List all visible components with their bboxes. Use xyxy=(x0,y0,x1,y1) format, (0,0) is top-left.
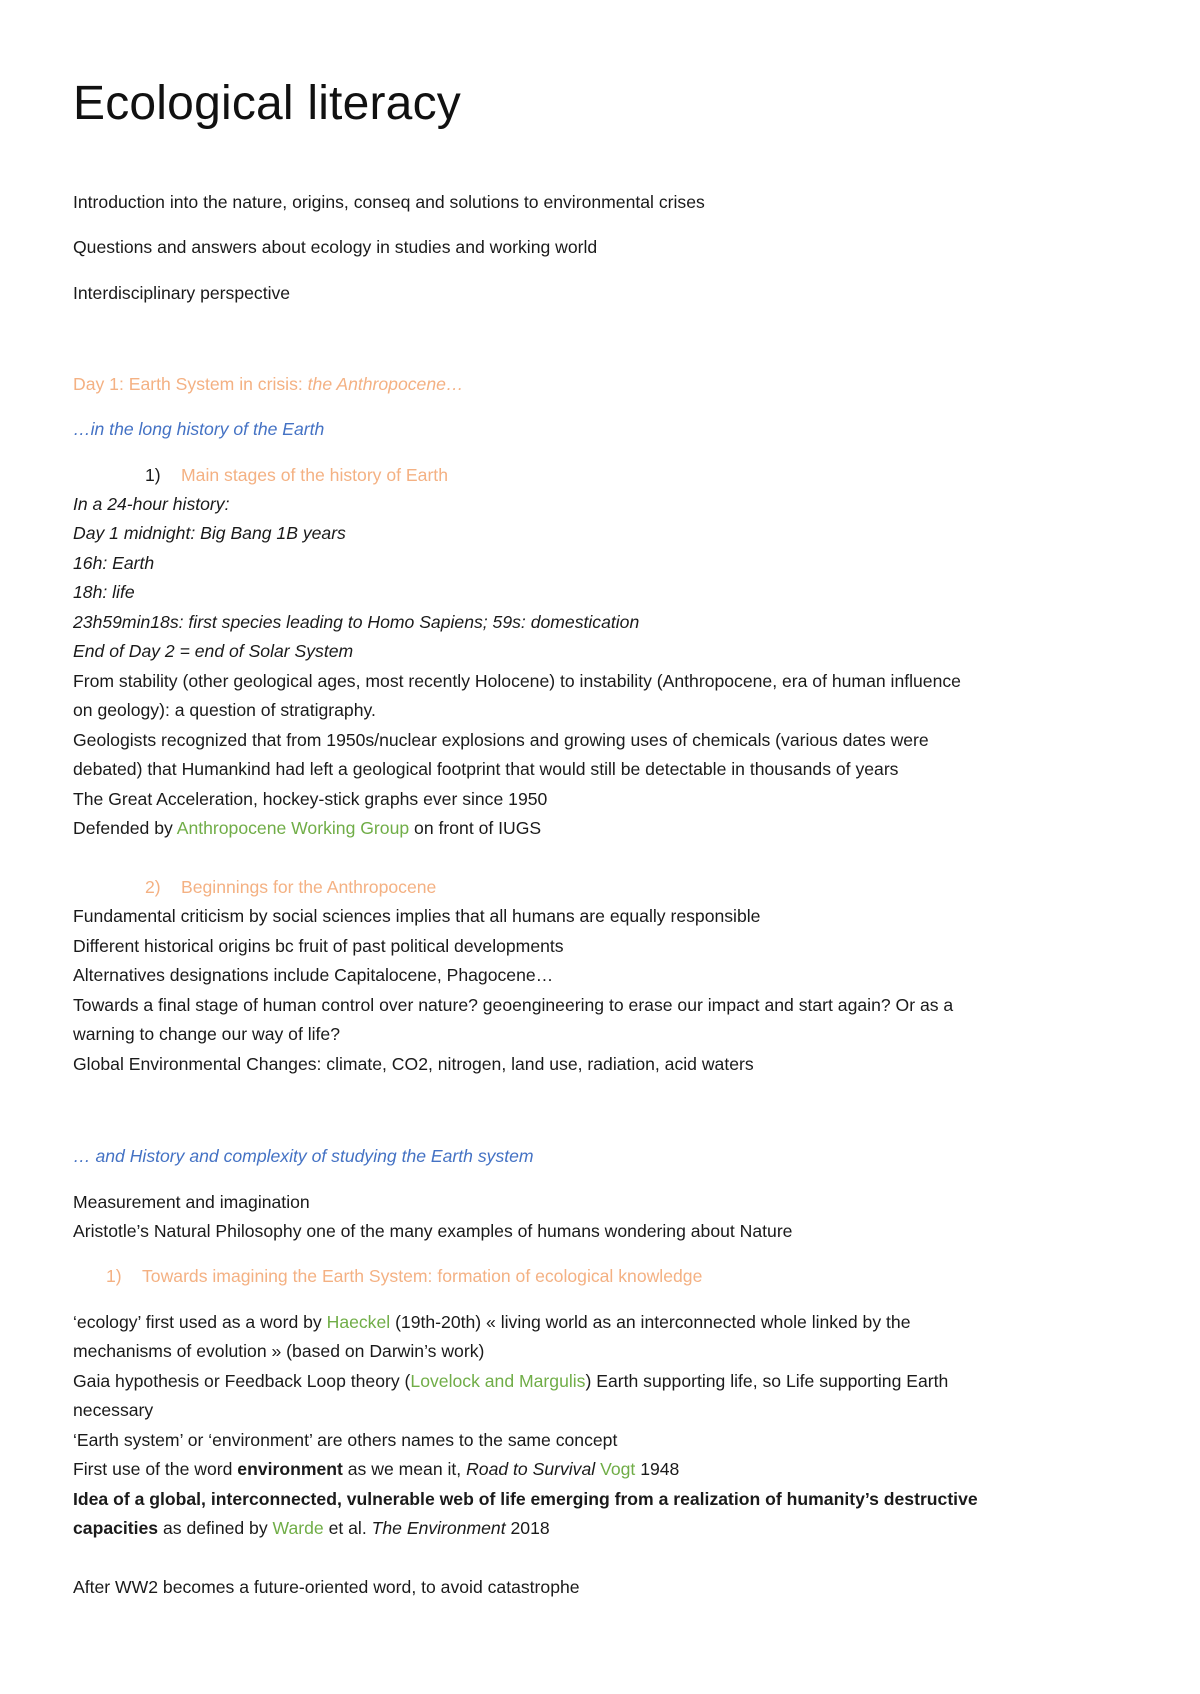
lovelock-margulis-name: Lovelock and Margulis xyxy=(410,1371,586,1391)
firstuse-pre: First use of the word xyxy=(73,1459,238,1479)
defended-pre: Defended by xyxy=(73,818,177,838)
timeline-line-6: End of Day 2 = end of Solar System xyxy=(73,641,354,661)
section-title: Main stages of the history of Earth xyxy=(181,465,448,485)
idea-bold-capacities: capacities xyxy=(73,1518,159,1538)
day1-section2-heading xyxy=(145,873,436,902)
timeline-line-2: Day 1 midnight: Big Bang 1B years xyxy=(73,523,346,543)
section2-line-6: Global Environmental Changes: climate, CO2, nitrogen, land use, radiation, acid waters xyxy=(73,1054,754,1074)
section-number: 1) xyxy=(106,1266,122,1286)
intro-line-3: Interdisciplinary perspective xyxy=(73,283,291,303)
working-group-name: Anthropocene Working Group xyxy=(176,818,410,838)
intro-line-2: Questions and answers about ecology in studies and working world xyxy=(73,237,598,257)
defended-line xyxy=(73,814,541,843)
warde-name: Warde xyxy=(272,1518,324,1538)
day1-heading-italic: the Anthropocene… xyxy=(307,374,464,394)
document-title: Ecological literacy xyxy=(73,77,461,130)
history-subheading: … and History and complexity of studying the Earth system xyxy=(73,1146,534,1166)
idea-line-1: Idea of a global, interconnected, vulnerable web of life emerging from a realization of humanity’s destructive xyxy=(73,1489,978,1509)
firstuse-year: 1948 xyxy=(635,1459,680,1479)
stability-line-2: on geology): a question of stratigraphy. xyxy=(73,700,376,720)
section2-line-1: Fundamental criticism by social sciences implies that all humans are equally responsible xyxy=(73,906,761,926)
idea-line-2 xyxy=(73,1514,550,1543)
gaia-line-2: necessary xyxy=(73,1400,154,1420)
names-line: ‘Earth system’ or ‘environment’ are others names to the same concept xyxy=(73,1430,618,1450)
road-to-survival-title: Road to Survival xyxy=(466,1459,596,1479)
vogt-name: Vogt xyxy=(600,1459,636,1479)
timeline-line-3: 16h: Earth xyxy=(73,553,155,573)
section-title: Towards imagining the Earth System: formation of ecological knowledge xyxy=(142,1266,703,1286)
ecology-pre: ‘ecology’ first used as a word by xyxy=(73,1312,327,1332)
haeckel-name: Haeckel xyxy=(326,1312,391,1332)
history-line-1: Measurement and imagination xyxy=(73,1192,310,1212)
timeline-line-4: 18h: life xyxy=(73,582,135,602)
section-number: 2) xyxy=(145,877,161,897)
acceleration-line: The Great Acceleration, hockey-stick graphs ever since 1950 xyxy=(73,789,548,809)
gaia-pre: Gaia hypothesis or Feedback Loop theory ( xyxy=(73,1371,411,1391)
intro-line-1: Introduction into the nature, origins, conseq and solutions to environmental crises xyxy=(73,192,705,212)
history-line-2: Aristotle’s Natural Philosophy one of the many examples of humans wondering about Nature xyxy=(73,1221,793,1241)
firstuse-line xyxy=(73,1455,679,1484)
ecology-line-2: mechanisms of evolution » (based on Darwin’s work) xyxy=(73,1341,485,1361)
stability-line-1: From stability (other geological ages, most recently Holocene) to instability (Anthropocene, era of human influence xyxy=(73,671,961,691)
timeline-line-1: In a 24-hour history: xyxy=(73,494,230,514)
ecology-post: (19th-20th) « living world as an interconnected whole linked by the xyxy=(390,1312,911,1332)
section-title: Beginnings for the Anthropocene xyxy=(181,877,437,897)
geologists-line-1: Geologists recognized that from 1950s/nuclear explosions and growing uses of chemicals (various dates were xyxy=(73,730,929,750)
timeline-line-5: 23h59min18s: first species leading to Homo Sapiens; 59s: domestication xyxy=(73,612,640,632)
defended-post: on front of IUGS xyxy=(409,818,542,838)
history-section1-heading xyxy=(106,1262,702,1291)
day1-subheading: …in the long history of the Earth xyxy=(73,419,325,439)
ecology-line-1 xyxy=(73,1308,910,1337)
geologists-line-2: debated) that Humankind had left a geological footprint that would still be detectable in thousands of years xyxy=(73,759,899,779)
environment-word: environment xyxy=(237,1459,343,1479)
section-number: 1) xyxy=(145,465,161,485)
idea-mid: as defined by xyxy=(158,1518,273,1538)
day1-heading-text: Day 1: Earth System in crisis: xyxy=(73,374,308,394)
ww2-line: After WW2 becomes a future-oriented word, to avoid catastrophe xyxy=(73,1577,580,1597)
section2-line-3: Alternatives designations include Capitalocene, Phagocene… xyxy=(73,965,554,985)
idea-post: et al. xyxy=(323,1518,372,1538)
gaia-line-1 xyxy=(73,1367,948,1396)
the-environment-title: The Environment xyxy=(371,1518,506,1538)
section2-line-5: warning to change our way of life? xyxy=(73,1024,340,1044)
gaia-post: ) Earth supporting life, so Life supporting Earth xyxy=(585,1371,949,1391)
idea-year: 2018 xyxy=(505,1518,550,1538)
day1-heading xyxy=(73,370,464,399)
section2-line-2: Different historical origins bc fruit of past political developments xyxy=(73,936,564,956)
section2-line-4: Towards a final stage of human control over nature? geoengineering to erase our impact and start again? Or as a xyxy=(73,995,954,1015)
firstuse-mid: as we mean it, xyxy=(342,1459,467,1479)
day1-section1-heading xyxy=(145,461,448,490)
